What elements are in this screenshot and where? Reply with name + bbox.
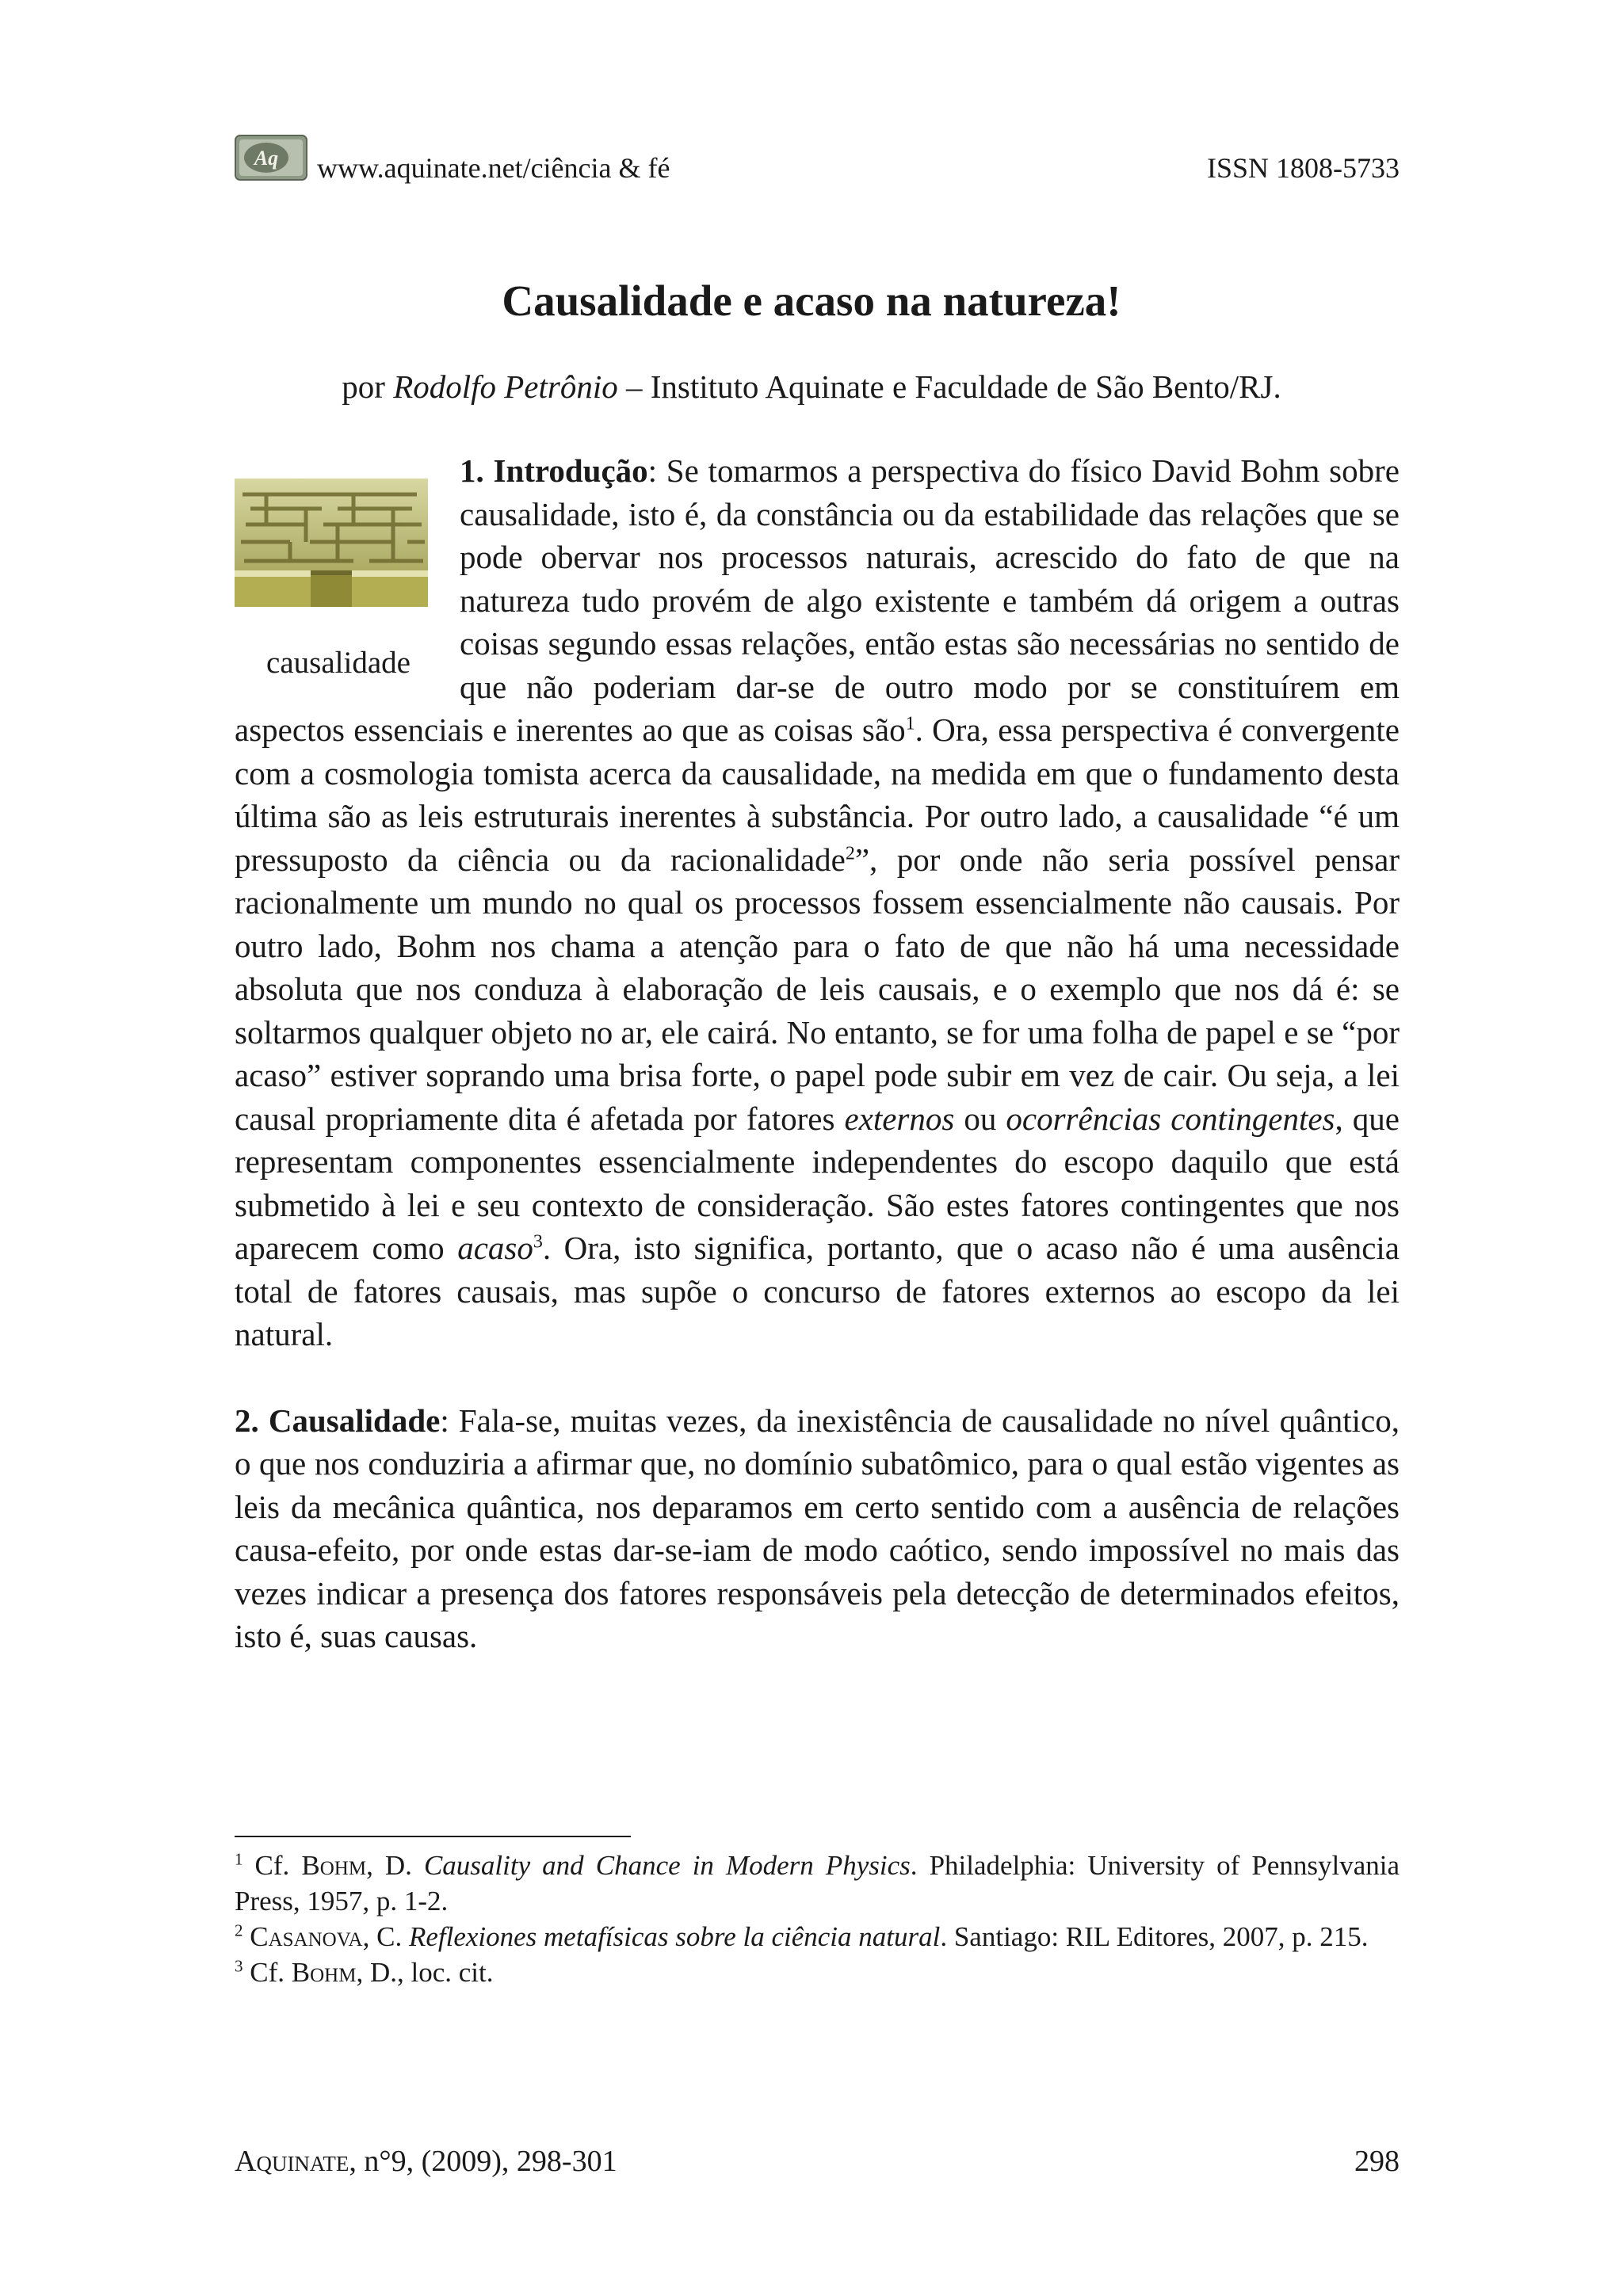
text-run: , D., loc. cit. (356, 1957, 494, 1988)
cited-title: Reflexiones metafísicas sobre la ciência natural (408, 1921, 941, 1952)
journal-name: Aquinate (235, 2145, 349, 2178)
text-run: Cf. (242, 1850, 302, 1881)
text-run: ou (954, 1100, 1006, 1137)
footnote-number: 2 (235, 1920, 243, 1940)
page-header (235, 135, 1400, 192)
footnote-number: 1 (235, 1849, 243, 1869)
byline (0, 364, 1623, 409)
citation-details: , n°9, (2009), 298-301 (349, 2145, 617, 2178)
affiliation: – Instituto Aquinate e Faculdade de São Bento/RJ. (617, 368, 1281, 405)
paragraph-causalidade (235, 1399, 1400, 1658)
footnote-number: 3 (235, 1956, 243, 1976)
section-heading-causalidade: 2. Causalidade (235, 1402, 441, 1439)
footnote-3 (235, 1955, 1400, 1990)
article-body (235, 449, 1400, 1658)
footnote-1 (235, 1848, 1400, 1919)
cited-title: Causality and Chance in Modern Physics (423, 1850, 911, 1881)
issn: ISSN 1808-5733 (1206, 152, 1400, 184)
footnote-ref-1[interactable]: 1 (905, 713, 915, 734)
journal-citation (235, 2143, 617, 2180)
text-run: Cf. (242, 1957, 292, 1988)
text-run (243, 1921, 250, 1952)
section-heading-introduction: 1. Introdução (460, 452, 648, 489)
cited-author: Bohm (291, 1957, 357, 1988)
logo-text: Aq (254, 147, 279, 170)
emphasis-externos: externos (844, 1100, 955, 1137)
emphasis-acaso: acaso (457, 1230, 533, 1266)
text-run: : Se tomarmos a perspectiva do físico David Bohm sobre causalidade, isto é, da constância ou da estabilidade das relações que se pode obervar nos processos naturais, acrescido do fato de que na natureza tudo provém de algo existente e também dá origem a outras coisas segundo essas relações, então estas são necessárias no sentido de que não poderiam dar-se de outro modo por se constituírem em aspectos essenciais e inerentes ao que as coisas são (235, 452, 1400, 748)
footnote-2 (235, 1919, 1400, 1955)
footnotes (235, 1848, 1400, 1990)
cited-author: Casanova (250, 1921, 363, 1952)
aquinate-logo-icon (235, 135, 307, 181)
page-number: 298 (1354, 2145, 1400, 2178)
footnote-divider (235, 1836, 631, 1837)
maze-icon (235, 479, 428, 607)
text-run: . Philadelphia: University of Pennsylvania Press, 1957, p. 1-2. (235, 1850, 1400, 1917)
text-run: , D. (366, 1850, 424, 1881)
page-footer (235, 2143, 1400, 2183)
article-title: Causalidade e acaso na natureza! (502, 277, 1121, 325)
text-run: : Fala-se, muitas vezes, da inexistência de causalidade no nível quântico, o que nos conduziria a afirmar que, no domínio subatômico, para o qual estão vigentes as leis da mecânica quântica, nos deparamos em certo sentido com a ausência de relações causa-efeito, por onde estas dar-se-iam de modo caótico, sendo impossível no mais das vezes indicar a presença dos fatores responsáveis pela detecção de determinados efeitos, isto é, suas causas. (235, 1402, 1400, 1654)
footnote-ref-2[interactable]: 2 (845, 842, 855, 864)
figure (235, 449, 442, 704)
site-url[interactable]: www.aquinate.net/ciência & fé (317, 152, 670, 184)
text-run: . Ora, essa perspectiva é convergente com a cosmologia tomista acerca da causalidade, na medida em que o fundamento desta última são as leis estruturais inerentes à substância. Por outro lado, a causalidade “é um pressuposto da ciência ou da racionalidade (235, 711, 1400, 878)
author-name: Rodolfo Petrônio (393, 368, 618, 405)
text-run: ”, por onde não seria possível pensar racionalmente um mundo no qual os processos fossem essencialmente não causais. Por outro lado, Bohm nos chama a atenção para o fato de que não há uma necessidade absoluta que nos conduza à elaboração de leis causais, e o exemplo que nos dá é: se soltarmos qualquer objeto no ar, ele cairá. No entanto, se for uma folha de papel e se “por acaso” estiver soprando uma brisa forte, o papel pode subir em vez de cair. Ou seja, a lei causal propriamente dita é afetada por fatores (235, 841, 1400, 1137)
text-run: , C. (362, 1921, 409, 1952)
text-run: , que representam componentes essencialmente independentes do escopo daquilo que está submetido à lei e seu contexto de consideração. São estes fatores contingentes que nos aparecem como (235, 1100, 1400, 1266)
figure-caption: causalidade (266, 646, 411, 680)
cited-author: Bohm (301, 1850, 367, 1881)
text-run: . Ora, isto significa, portanto, que o acaso não é uma ausência total de fatores causais, mas supõe o concurso de fatores externos ao escopo da lei natural. (235, 1230, 1400, 1352)
emphasis-ocorrencias: ocorrências contingentes (1006, 1100, 1335, 1137)
text-run: . Santiago: RIL Editores, 2007, p. 215. (940, 1921, 1369, 1952)
footnote-ref-3[interactable]: 3 (533, 1231, 543, 1253)
byline-prefix: por (342, 368, 394, 405)
paragraph-gap (235, 1356, 1400, 1399)
